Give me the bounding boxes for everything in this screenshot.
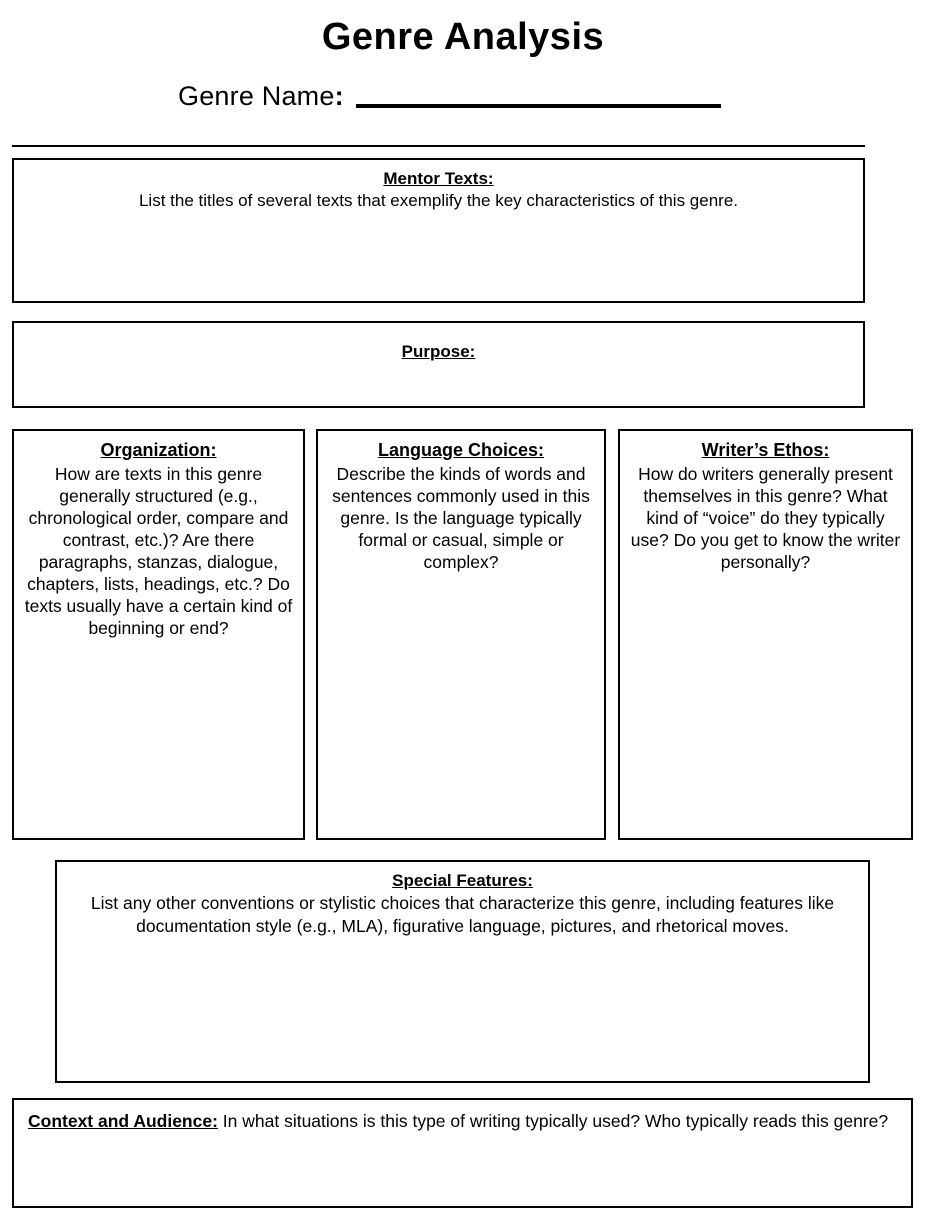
writers-ethos-box[interactable] xyxy=(618,429,913,840)
mentor-texts-prompt: List the titles of several texts that exemplify the key characteristics of this genre. xyxy=(138,191,739,211)
organization-box[interactable] xyxy=(12,429,305,840)
special-features-prompt: List any other conventions or stylistic choices that characterize this genre, including features like documentation style (e.g., MLA), figurative language, pictures, and rhetorical moves. xyxy=(90,893,835,936)
context-and-audience-response[interactable] xyxy=(24,1133,901,1135)
writers-ethos-prompt: How do writers generally present themselves in this genre? What kind of “voice” do they typically use? Do you get to know the writer personally? xyxy=(630,463,901,572)
context-and-audience-content xyxy=(14,1100,911,1141)
mentor-texts-box[interactable] xyxy=(12,158,865,303)
genre-name-colon: : xyxy=(334,80,344,111)
organization-content xyxy=(14,431,303,645)
special-features-heading: Special Features: xyxy=(392,871,533,890)
mentor-texts-content xyxy=(14,160,863,218)
special-features-content xyxy=(57,862,868,944)
language-choices-prompt: Describe the kinds of words and sentences commonly used in this genre. Is the language typically formal or casual, simple or complex? xyxy=(332,463,590,572)
purpose-content xyxy=(14,323,863,369)
writers-ethos-heading: Writer’s Ethos: xyxy=(701,440,830,460)
context-and-audience-heading: Context and Audience: xyxy=(28,1111,218,1131)
organization-prompt: How are texts in this genre generally structured (e.g., chronological order, compare and contrast, etc.)? Are there paragraphs, stanzas, dialogue, chapters, lists, headings, etc.? Do texts usually have a certain kind of beginning or end? xyxy=(24,463,293,638)
language-choices-content xyxy=(318,431,604,579)
language-choices-heading: Language Choices: xyxy=(377,440,545,460)
header-divider xyxy=(12,145,865,147)
page-title: Genre Analysis xyxy=(321,16,605,58)
context-and-audience-prompt xyxy=(24,1108,901,1133)
special-features-box[interactable] xyxy=(55,860,870,1083)
genre-name-input[interactable] xyxy=(356,103,721,108)
context-and-audience-box[interactable] xyxy=(12,1098,913,1208)
genre-name-row xyxy=(0,78,926,112)
writers-ethos-content xyxy=(620,431,911,579)
purpose-heading: Purpose: xyxy=(401,342,476,361)
mentor-texts-heading: Mentor Texts: xyxy=(383,169,494,188)
context-and-audience-prompt-text: In what situations is this type of writing typically used? Who typically reads this genre? xyxy=(217,1111,889,1131)
language-choices-box[interactable] xyxy=(316,429,606,840)
purpose-box[interactable] xyxy=(12,321,865,408)
genre-name-label: Genre Name xyxy=(178,80,335,111)
organization-heading: Organization: xyxy=(100,440,217,460)
